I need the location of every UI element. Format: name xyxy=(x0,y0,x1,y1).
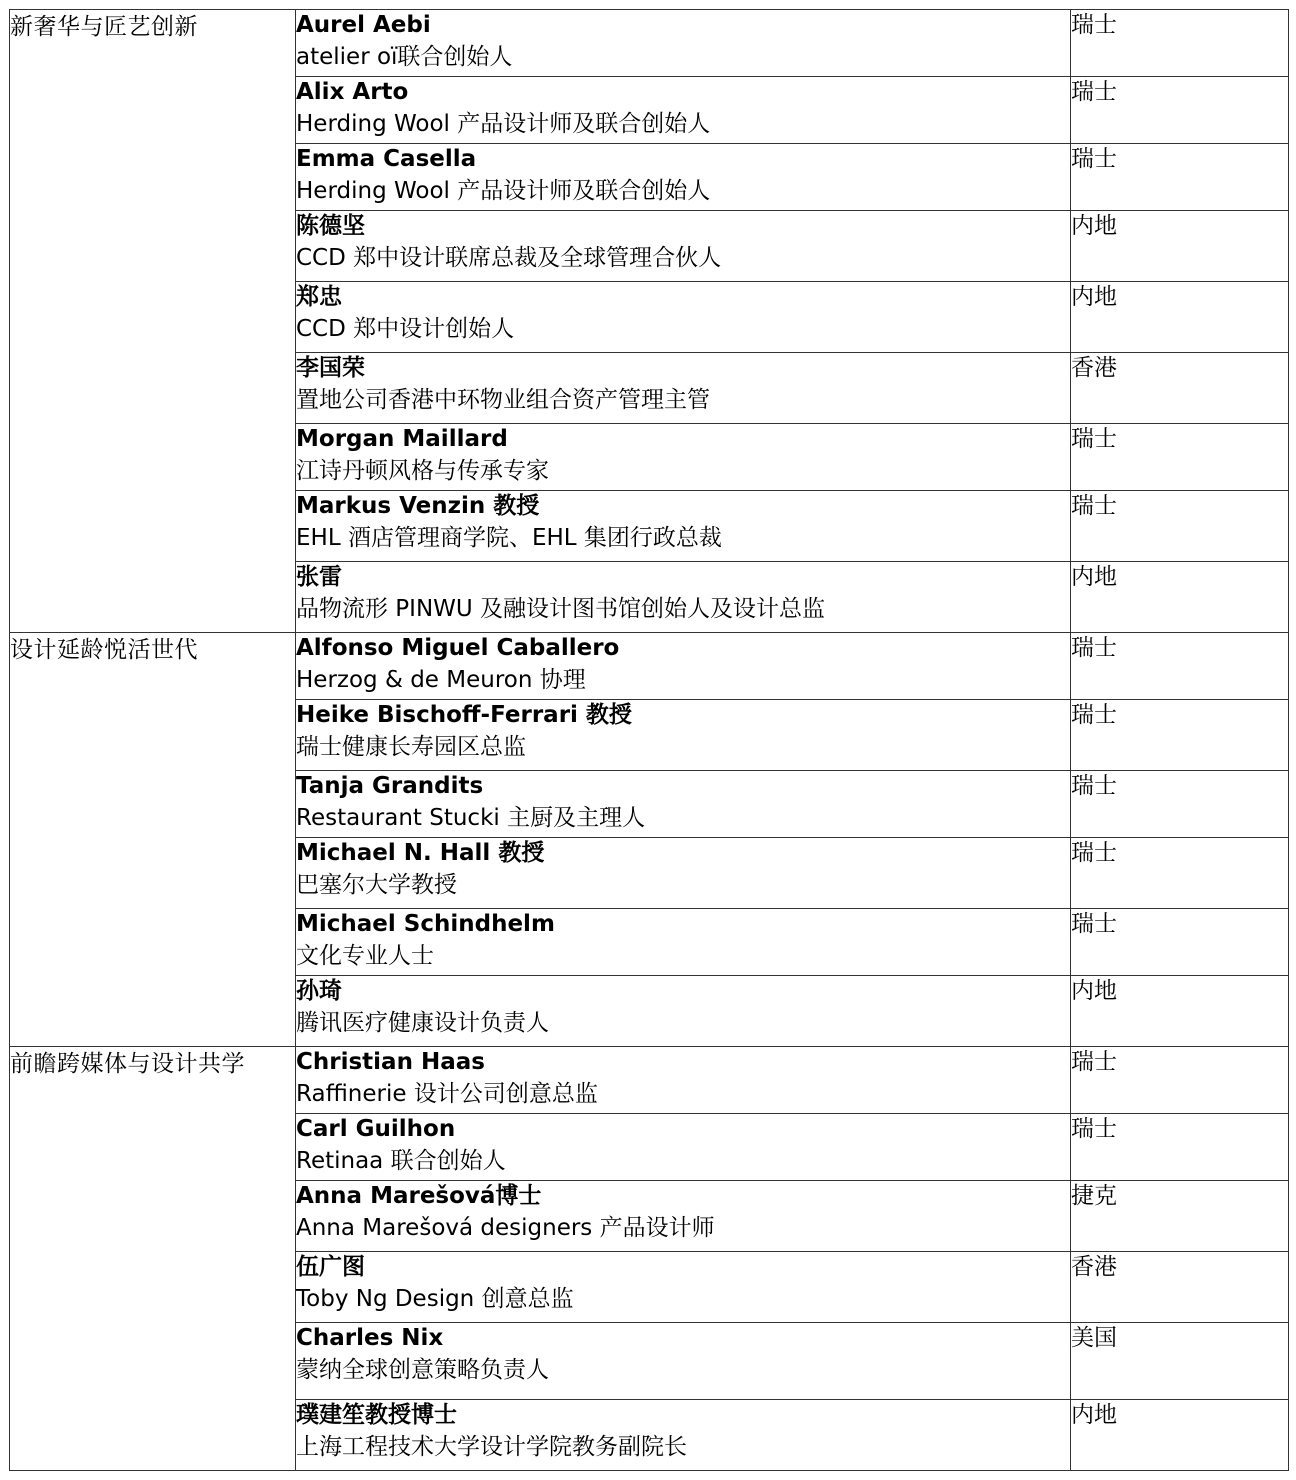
region-cell: 内地 xyxy=(1071,562,1289,633)
person-cell xyxy=(296,282,1071,353)
region-cell: 瑞士 xyxy=(1071,1114,1289,1181)
person-title: Toby Ng Design 创意总监 xyxy=(296,1286,574,1312)
person-name: 伍广图 xyxy=(296,1254,365,1280)
person-name: Anna Marešová博士 xyxy=(296,1183,542,1209)
person-title: Herding Wool 产品设计师及联合创始人 xyxy=(296,111,711,137)
theme-cell: 新奢华与匠艺创新 xyxy=(10,10,296,633)
person-title: 上海工程技术大学设计学院教务副院长 xyxy=(296,1434,687,1460)
person-cell xyxy=(296,633,1071,700)
person-title: EHL 酒店管理商学院、EHL 集团行政总裁 xyxy=(296,525,722,551)
person-title: atelier oï联合创始人 xyxy=(296,44,513,70)
person-cell xyxy=(296,1181,1071,1252)
person-name: 孙琦 xyxy=(296,978,342,1004)
region-cell: 内地 xyxy=(1071,1400,1289,1471)
region-cell: 内地 xyxy=(1071,211,1289,282)
person-name: Charles Nix xyxy=(296,1325,444,1351)
region-cell: 瑞士 xyxy=(1071,771,1289,838)
person-title: 瑞士健康长寿园区总监 xyxy=(296,734,526,760)
person-title: Herding Wool 产品设计师及联合创始人 xyxy=(296,178,711,204)
person-name: 璞建笙教授博士 xyxy=(296,1402,457,1428)
person-title: Restaurant Stucki 主厨及主理人 xyxy=(296,805,646,831)
region-cell: 瑞士 xyxy=(1071,700,1289,771)
person-title: 文化专业人士 xyxy=(296,943,434,969)
person-title: 巴塞尔大学教授 xyxy=(296,872,457,898)
person-cell xyxy=(296,1047,1071,1114)
person-title: Raffinerie 设计公司创意总监 xyxy=(296,1081,598,1107)
region-cell: 瑞士 xyxy=(1071,909,1289,976)
person-cell xyxy=(296,700,1071,771)
table-row xyxy=(10,10,1289,77)
person-name: Tanja Grandits xyxy=(296,773,484,799)
person-title: 江诗丹顿风格与传承专家 xyxy=(296,458,549,484)
person-name: Carl Guilhon xyxy=(296,1116,456,1142)
region-cell: 捷克 xyxy=(1071,1181,1289,1252)
region-cell: 瑞士 xyxy=(1071,10,1289,77)
region-cell: 香港 xyxy=(1071,1252,1289,1323)
person-title: 置地公司香港中环物业组合资产管理主管 xyxy=(296,387,710,413)
person-cell xyxy=(296,1114,1071,1181)
person-name: Heike Bischoff-Ferrari 教授 xyxy=(296,702,632,728)
person-cell xyxy=(296,976,1071,1047)
region-cell: 瑞士 xyxy=(1071,633,1289,700)
person-name: Michael N. Hall 教授 xyxy=(296,840,545,866)
table-row xyxy=(10,633,1289,700)
person-name: Christian Haas xyxy=(296,1049,485,1075)
region-cell: 内地 xyxy=(1071,282,1289,353)
person-cell xyxy=(296,1323,1071,1400)
person-cell xyxy=(296,10,1071,77)
person-name: Alix Arto xyxy=(296,79,409,105)
table-row xyxy=(10,1047,1289,1114)
person-title: Anna Marešová designers 产品设计师 xyxy=(296,1215,715,1241)
person-cell xyxy=(296,77,1071,144)
person-title: 腾讯医疗健康设计负责人 xyxy=(296,1010,549,1036)
region-cell: 瑞士 xyxy=(1071,77,1289,144)
person-cell xyxy=(296,491,1071,562)
region-cell: 内地 xyxy=(1071,976,1289,1047)
person-name: Aurel Aebi xyxy=(296,12,431,38)
theme-cell: 前瞻跨媒体与设计共学 xyxy=(10,1047,296,1471)
person-title: 品物流形 PINWU 及融设计图书馆创始人及设计总监 xyxy=(296,596,826,622)
person-cell xyxy=(296,1252,1071,1323)
person-name: Alfonso Miguel Caballero xyxy=(296,635,620,661)
speaker-table xyxy=(9,9,1289,1471)
person-name: 李国荣 xyxy=(296,355,365,381)
person-name: Markus Venzin 教授 xyxy=(296,493,540,519)
person-name: 郑忠 xyxy=(296,284,342,310)
region-cell: 瑞士 xyxy=(1071,1047,1289,1114)
person-name: 张雷 xyxy=(296,564,342,590)
person-name: Emma Casella xyxy=(296,146,477,172)
region-cell: 瑞士 xyxy=(1071,424,1289,491)
person-title: Herzog & de Meuron 协理 xyxy=(296,667,586,693)
person-cell xyxy=(296,1400,1071,1471)
region-cell: 香港 xyxy=(1071,353,1289,424)
person-cell xyxy=(296,353,1071,424)
person-cell xyxy=(296,562,1071,633)
region-cell: 瑞士 xyxy=(1071,838,1289,909)
person-cell xyxy=(296,771,1071,838)
person-name: Morgan Maillard xyxy=(296,426,508,452)
person-cell xyxy=(296,211,1071,282)
person-name: 陈德坚 xyxy=(296,213,365,239)
person-title: 蒙纳全球创意策略负责人 xyxy=(296,1357,549,1383)
person-cell xyxy=(296,838,1071,909)
person-cell xyxy=(296,909,1071,976)
person-cell xyxy=(296,144,1071,211)
person-name: Michael Schindhelm xyxy=(296,911,555,937)
person-title: CCD 郑中设计联席总裁及全球管理合伙人 xyxy=(296,245,722,271)
person-title: CCD 郑中设计创始人 xyxy=(296,316,515,342)
person-cell xyxy=(296,424,1071,491)
region-cell: 美国 xyxy=(1071,1323,1289,1400)
person-title: Retinaa 联合创始人 xyxy=(296,1148,506,1174)
region-cell: 瑞士 xyxy=(1071,491,1289,562)
theme-cell: 设计延龄悦活世代 xyxy=(10,633,296,1047)
region-cell: 瑞士 xyxy=(1071,144,1289,211)
